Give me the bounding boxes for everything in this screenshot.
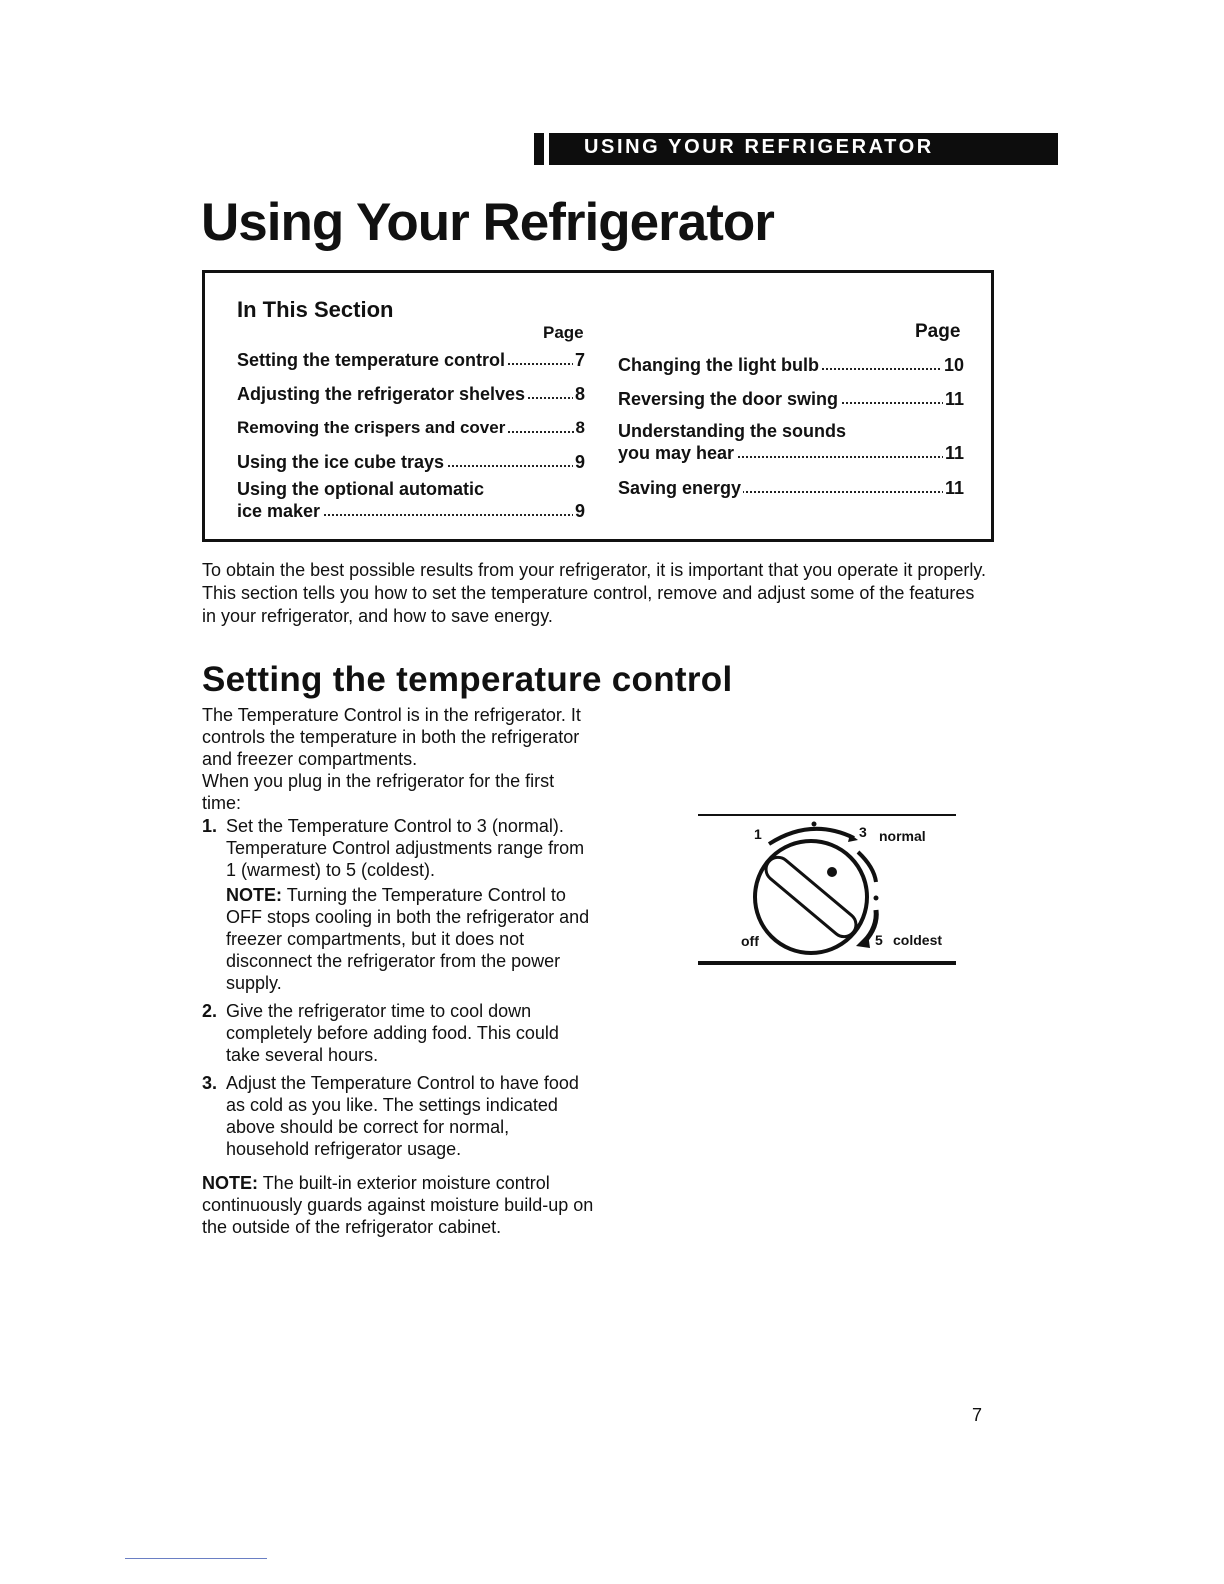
page-number: 7 xyxy=(972,1405,983,1425)
toc-entry[interactable]: Using the optional automatic ice maker 9 xyxy=(237,479,585,521)
dial-label-normal: normal xyxy=(879,828,926,844)
step-item xyxy=(202,1000,594,1066)
step-note xyxy=(226,884,594,994)
step-text: Give the refrigerator time to cool down completely before adding food. This could take several hours. xyxy=(226,1001,559,1065)
steps-list xyxy=(202,815,594,1244)
note-text: The built-in exterior moisture control continuously guards against moisture build-up on the outside of the refrigerator cabinet. xyxy=(202,1173,594,1237)
section-header-band xyxy=(534,133,1058,165)
section-heading: Setting the temperature control xyxy=(202,660,733,699)
toc-entry[interactable]: Adjusting the refrigerator shelves 8 xyxy=(237,384,585,404)
step-text: Set the Temperature Control to 3 (normal). Temperature Control adjustments range from 1 (warmest) to 5 (coldest). xyxy=(226,816,585,880)
toc-entry[interactable]: Understanding the sounds you may hear 11 xyxy=(618,421,964,463)
toc-entry[interactable]: Reversing the door swing 11 xyxy=(618,389,964,409)
body-paragraph: When you plug in the refrigerator for the first time: xyxy=(202,771,555,813)
step-text: Adjust the Temperature Control to have food as cold as you like. The settings indicated above should be correct for normal, household refrigerator usage. xyxy=(226,1073,579,1159)
footer-divider xyxy=(125,1558,267,1559)
toc-entry[interactable]: Setting the temperature control 7 xyxy=(237,350,585,370)
toc-page-label-left: Page xyxy=(543,323,584,342)
dial-label-coldest: coldest xyxy=(893,932,943,948)
toc-entry[interactable]: Using the ice cube trays 9 xyxy=(237,452,585,472)
step-number: 1. xyxy=(202,816,218,836)
dial-label-off: off xyxy=(741,933,759,949)
note-label: NOTE: xyxy=(226,885,282,905)
toc-heading: In This Section xyxy=(237,297,394,322)
step-item xyxy=(202,1072,594,1160)
step-number: 3. xyxy=(202,1073,218,1093)
final-note xyxy=(202,1172,594,1238)
toc-entry[interactable]: Saving energy 11 xyxy=(618,478,964,498)
toc-entry[interactable]: Removing the crispers and cover 8 xyxy=(237,418,585,437)
toc-page-label-right: Page xyxy=(915,321,961,342)
step-item xyxy=(202,815,594,994)
dial-label-1: 1 xyxy=(754,826,762,842)
toc-box xyxy=(202,270,994,542)
note-text: Turning the Temperature Control to OFF stops cooling in both the refrigerator and freezer compartments, but it does not disconnect the refrigerator from the power supply. xyxy=(226,885,590,993)
step-number: 2. xyxy=(202,1001,218,1021)
section-header-label: USING YOUR REFRIGERATOR xyxy=(584,136,934,158)
dial-label-3: 3 xyxy=(859,824,867,840)
note-label: NOTE: xyxy=(202,1173,258,1193)
page-title: Using Your Refrigerator xyxy=(201,193,774,252)
temperature-dial-figure xyxy=(696,812,958,968)
toc-entry[interactable]: Changing the light bulb 10 xyxy=(618,355,964,375)
header-band-notch xyxy=(544,133,549,165)
body-paragraph: The Temperature Control is in the refrigerator. It controls the temperature in both the refrigerator and freezer compartments. xyxy=(202,705,581,769)
intro-paragraph: To obtain the best possible results from your refrigerator, it is important that you operate it properly. This section tells you how to set the temperature control, remove and adjust some of the features in your refrigerator, and how to save energy. xyxy=(202,560,987,626)
dial-label-5: 5 xyxy=(875,932,883,948)
